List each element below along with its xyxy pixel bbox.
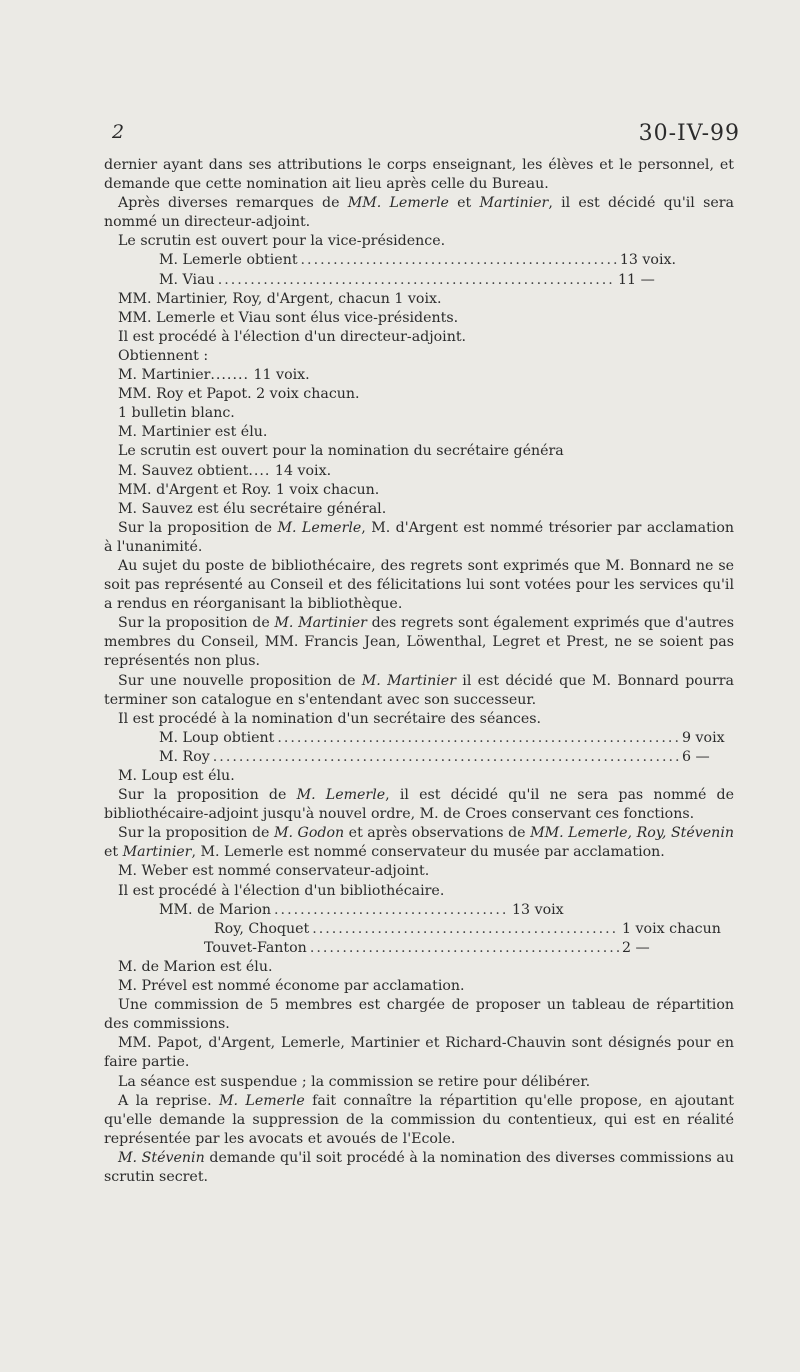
paragraph: Obtiennent : — [118, 347, 209, 364]
vote-row: M. Loup obtient ..... 9 voix — [104, 729, 734, 748]
page-number: 2 — [112, 121, 125, 143]
paragraph: MM. Martinier, Roy, d'Argent, chacun 1 voix. — [118, 290, 442, 307]
vote-line: M. Sauvez obtient.... 14 voix. — [118, 462, 332, 479]
paragraph: Après diverses remarques de MM. Lemerle et Martinier, il est décidé qu'il sera nommé un directeur-adjoint. — [104, 195, 734, 231]
paragraph: MM. Lemerle et Viau sont élus vice-présidents. — [118, 309, 459, 326]
paragraph: M. Prével est nommé économe par acclamation. — [118, 978, 465, 995]
vote-row: MM. de Marion ..... 13 voix — [104, 901, 734, 920]
paragraph: MM. Papot, d'Argent, Lemerle, Martinier et Richard-Chauvin sont désignés pour en faire partie. — [104, 1035, 734, 1071]
vote-row: M. Viau ..... 11 — — [104, 271, 734, 290]
vote-row: M. Lemerle obtient ..... 13 voix. — [104, 251, 734, 270]
vote-row: Roy, Choquet ..... 1 voix chacun — [104, 920, 734, 939]
vote-line: M. Martinier....... 11 voix. — [118, 367, 310, 384]
paragraph: Il est procédé à l'élection d'un bibliothécaire. — [118, 882, 445, 899]
paragraph: Il est procédé à la nomination d'un secrétaire des séances. — [118, 710, 542, 727]
paragraph: dernier ayant dans ses attributions le corps enseignant, les élèves et le personnel, et demande que cette nomination ait lieu après celle du Bureau. — [104, 157, 734, 193]
paragraph: Sur la proposition de M. Lemerle, il est décidé qu'il ne sera pas nommé de bibliothécaire-adjoint jusqu'à nouvel ordre, M. de Croes conservant ces fonctions. — [104, 787, 734, 823]
paragraph: M. Sauvez est élu secrétaire général. — [118, 500, 387, 517]
paragraph: A la reprise. M. Lemerle fait connaître la répartition qu'elle propose, en ajoutant qu'elle demande la suppression de la commission du contentieux, qui est en réalité représentée par les avocats et avoués de l'Ecole. — [104, 1092, 734, 1147]
paragraph: Le scrutin est ouvert pour la nomination du secrétaire généra — [118, 443, 564, 460]
vote-row: M. Roy ..... 6 — — [104, 748, 734, 767]
vote-line: MM. d'Argent et Roy. 1 voix chacun. — [118, 481, 380, 498]
paragraph: Sur la proposition de M. Lemerle, M. d'Argent est nommé trésorier par acclamation à l'unanimité. — [104, 519, 735, 555]
paragraph: Au sujet du poste de bibliothécaire, des regrets sont exprimés que M. Bonnard ne se soit pas représenté au Conseil et des félicitations lui sont votées pour les services qu'il a rendus en réorganisant la bibliothèque. — [104, 557, 734, 613]
paragraph: La séance est suspendue ; la commission se retire pour délibérer. — [118, 1073, 591, 1090]
vote-line: MM. Roy et Papot. 2 voix chacun. — [118, 386, 360, 403]
paragraph: M. Martinier est élu. — [118, 424, 268, 441]
paragraph: M. Stévenin demande qu'il soit procédé à la nomination des diverses commissions au scrutin secret. — [104, 1149, 734, 1185]
paragraph: M. Weber est nommé conservateur-adjoint. — [118, 863, 430, 880]
paragraph: Il est procédé à l'élection d'un directeur-adjoint. — [118, 328, 467, 345]
paragraph: M. de Marion est élu. — [118, 958, 273, 975]
minutes-body — [104, 156, 734, 1187]
vote-row: Touvet-Fanton ..... 2 — — [104, 939, 734, 958]
paragraph: Sur la proposition de M. Godon et après observations de MM. Lemerle, Roy, Stévenin et Martinier, M. Lemerle est nommé conservateur du musée par acclamation. — [104, 825, 734, 861]
paragraph: Sur une nouvelle proposition de M. Martinier il est décidé que M. Bonnard pourra terminer son catalogue en s'entendant avec son successeur. — [104, 672, 734, 708]
paragraph: M. Loup est élu. — [118, 768, 235, 784]
paragraph: Une commission de 5 membres est chargée de proposer un tableau de répartition des commissions. — [104, 997, 734, 1033]
page-date: 30-IV-99 — [638, 121, 740, 146]
paragraph: Le scrutin est ouvert pour la vice-présidence. — [118, 233, 446, 250]
paragraph: Sur la proposition de M. Martinier des regrets sont également exprimés que d'autres membres du Conseil, MM. Francis Jean, Löwenthal, Legret et Prest, ne se soient pas représentés non plus. — [104, 615, 735, 670]
paragraph: 1 bulletin blanc. — [118, 405, 235, 422]
page-header — [104, 121, 740, 149]
